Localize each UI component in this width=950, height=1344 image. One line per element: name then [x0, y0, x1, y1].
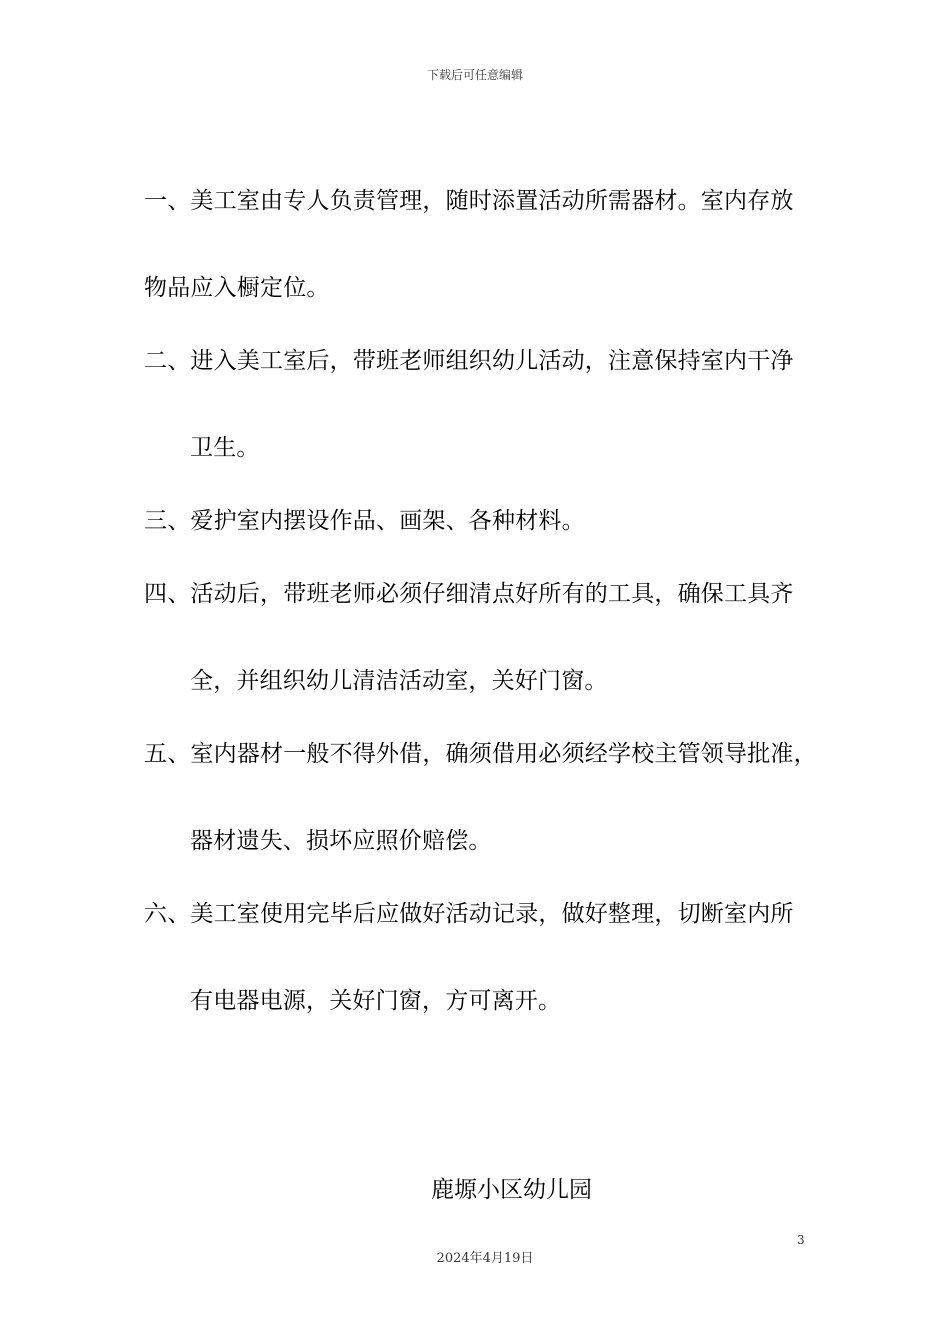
- rule-4-line-1: 四、活动后，带班老师必须仔细清点好所有的工具，确保工具齐: [144, 581, 794, 607]
- signature: 鹿塬小区幼儿园: [431, 1177, 592, 1203]
- page-number: 3: [797, 1233, 805, 1247]
- rule-2-line-2: 卫生。: [190, 435, 260, 461]
- footer-date: 2024年4月19日: [436, 1251, 534, 1266]
- rule-2-line-1: 二、进入美工室后，带班老师组织幼儿活动，注意保持室内干净: [144, 348, 794, 374]
- rule-4-line-2: 全，并组织幼儿清洁活动室，关好门窗。: [190, 668, 608, 694]
- rule-6-line-1: 六、美工室使用完毕后应做好活动记录，做好整理，切断室内所: [144, 901, 794, 927]
- rule-5-line-2: 器材遗失、损坏应照价赔偿。: [190, 828, 492, 854]
- page-header: 下载后可任意编辑: [426, 68, 523, 82]
- rule-5-line-1: 五、室内器材一般不得外借，确须借用必须经学校主管领导批准，: [144, 741, 817, 767]
- rule-1-line-1: 一、美工室由专人负责管理，随时添置活动所需器材。室内存放: [144, 188, 794, 214]
- rule-1-line-2: 物品应入橱定位。: [144, 275, 330, 301]
- rule-3-line-1: 三、爱护室内摆设作品、画架、各种材料。: [144, 508, 585, 534]
- rule-6-line-2: 有电器电源，关好门窗，方可离开。: [190, 988, 562, 1014]
